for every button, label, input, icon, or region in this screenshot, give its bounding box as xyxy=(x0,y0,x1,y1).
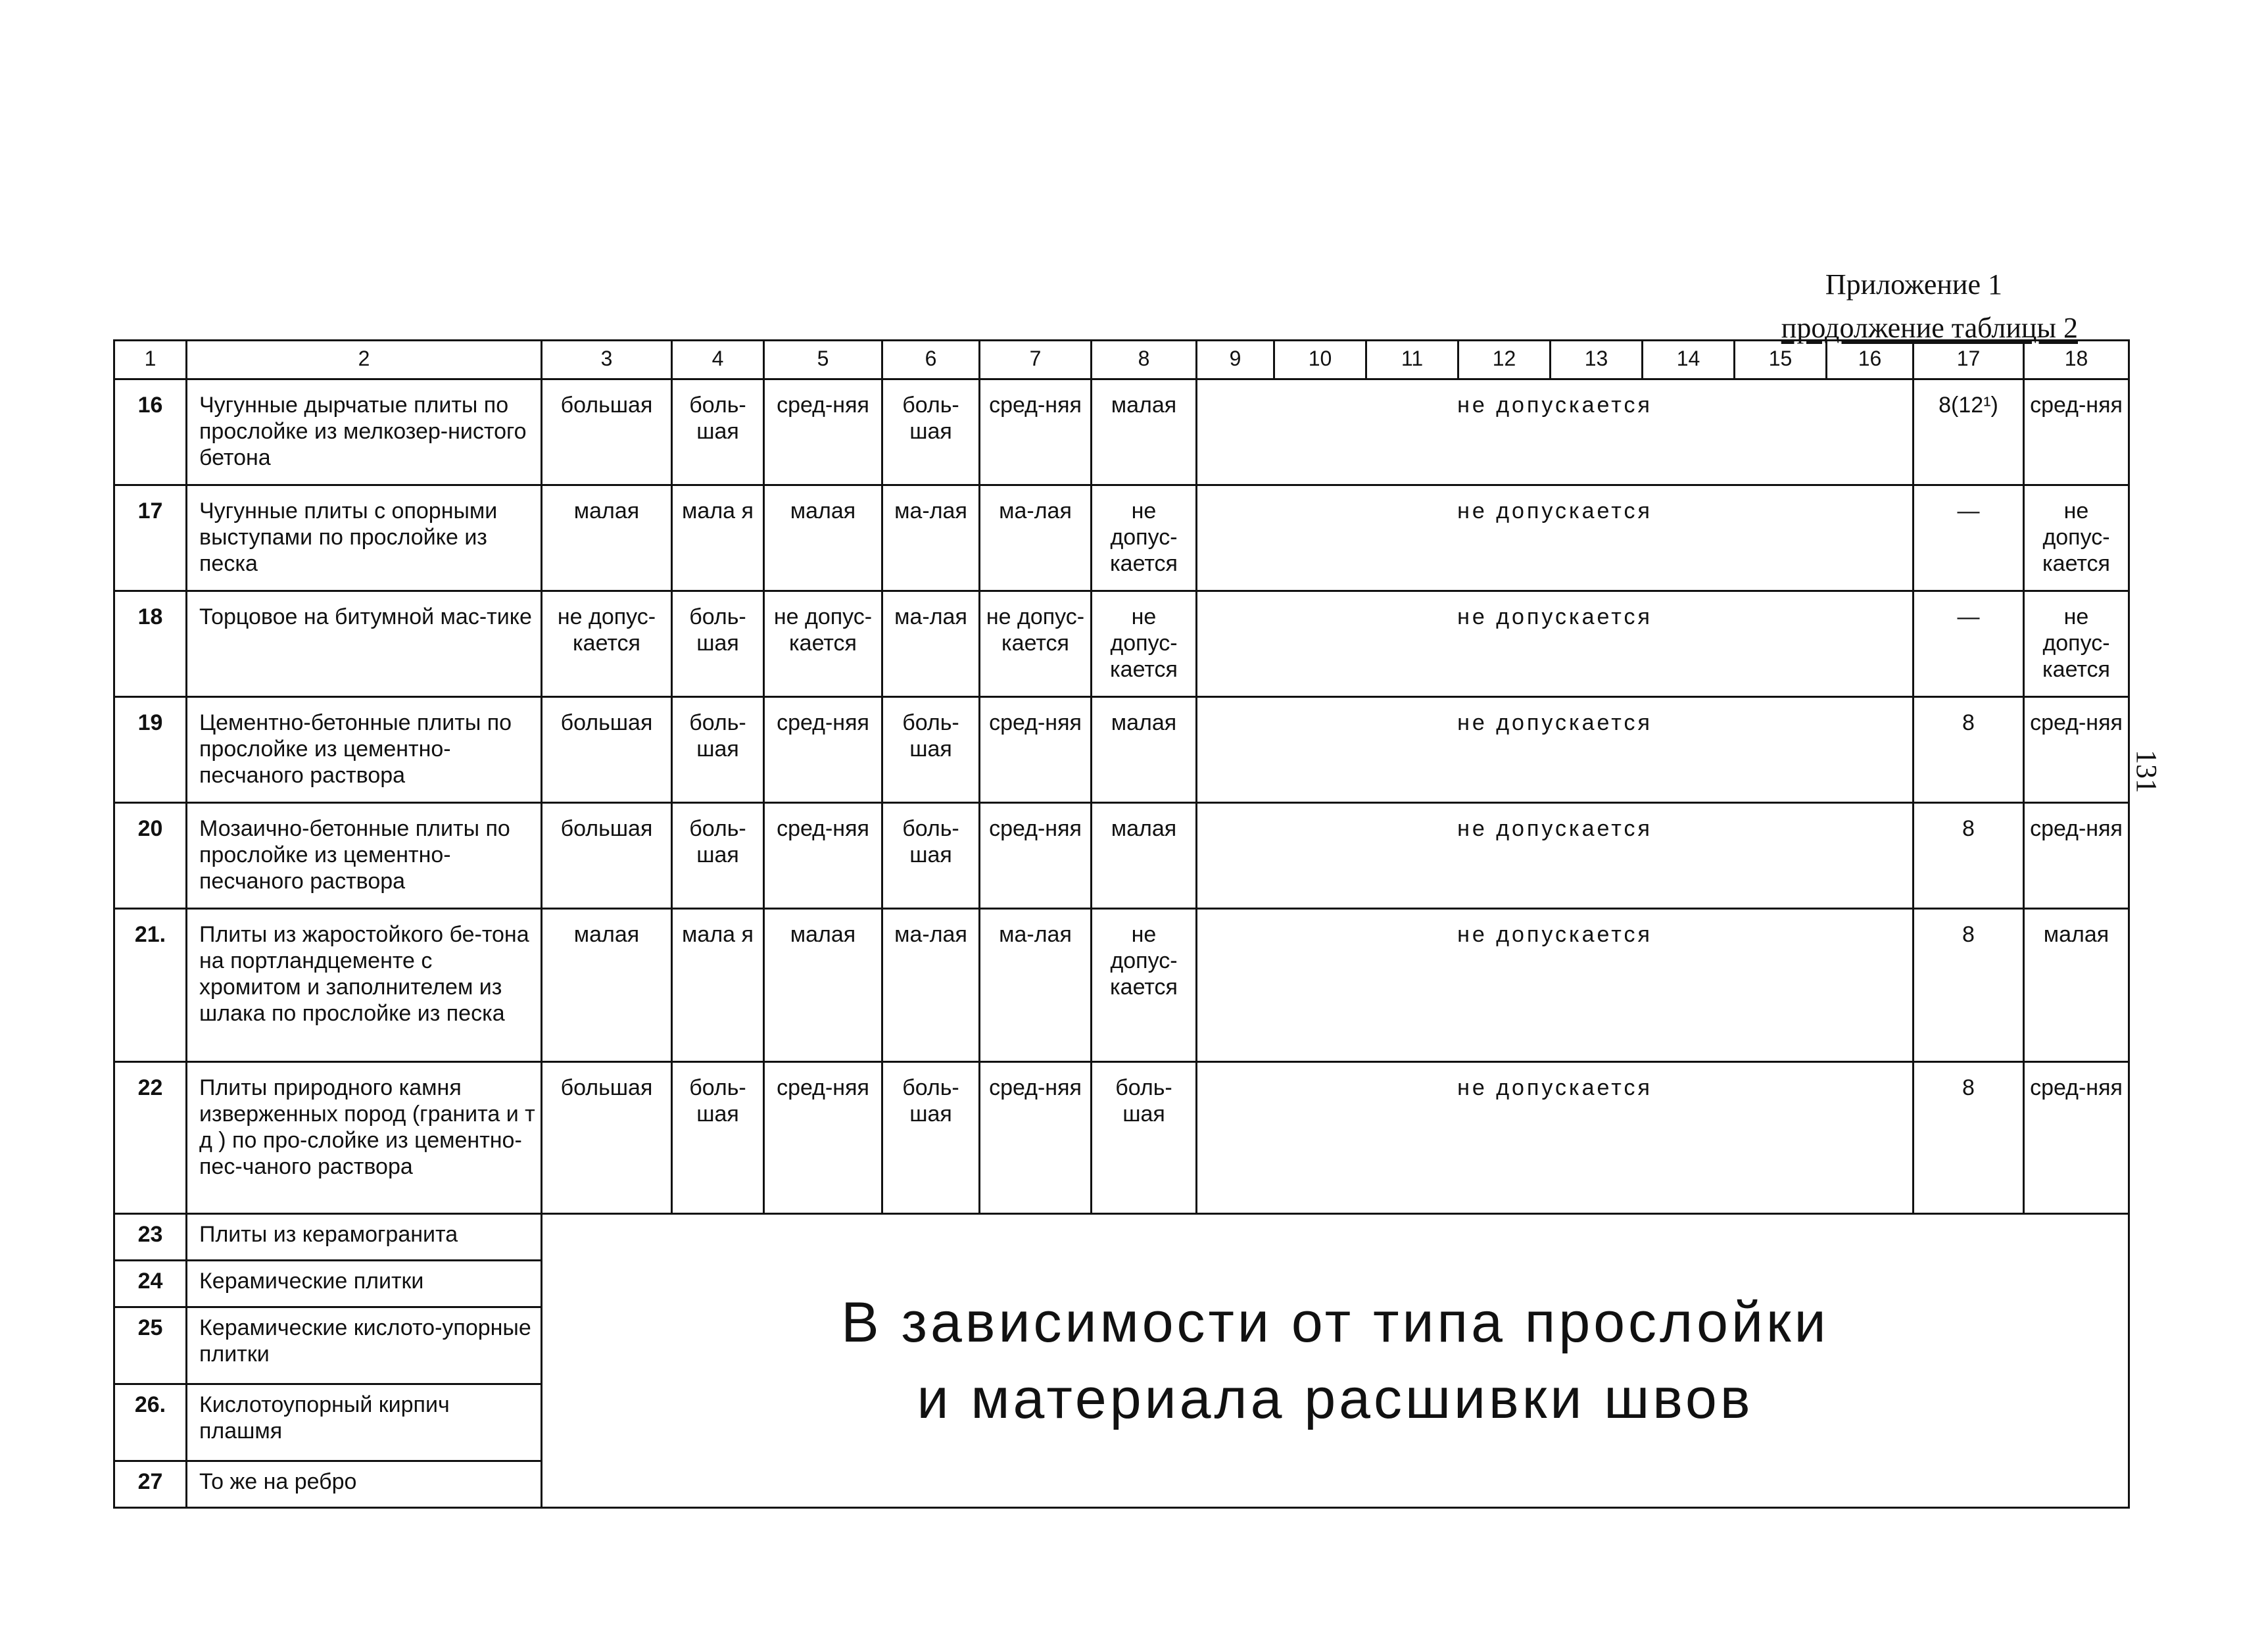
coating-name: Мозаично-бетонные плиты по прослойке из цементно-песчаного раствора xyxy=(187,803,542,909)
cell-col4: боль-шая xyxy=(672,379,764,485)
table-row xyxy=(114,1214,2129,1261)
cell-col9-16: не допускается xyxy=(1197,1062,1914,1214)
cell-col8: не допус-кается xyxy=(1092,591,1197,697)
cell-col8: не допус-кается xyxy=(1092,485,1197,591)
cell-col5: малая xyxy=(764,909,882,1062)
row-number: 18 xyxy=(114,591,187,697)
cell-col3: большая xyxy=(542,803,672,909)
col-number-7: 7 xyxy=(980,341,1092,379)
appendix-caption xyxy=(1710,263,2078,350)
table-row xyxy=(114,1062,2129,1214)
cell-col4: боль-шая xyxy=(672,697,764,803)
coating-name: Керамические плитки xyxy=(187,1261,542,1307)
table-row xyxy=(114,909,2129,1062)
row-number: 17 xyxy=(114,485,187,591)
coating-name: Торцовое на битумной мас-тике xyxy=(187,591,542,697)
col-number-16: 16 xyxy=(1827,341,1914,379)
row-number: 21. xyxy=(114,909,187,1062)
cell-col9-16: не допускается xyxy=(1197,485,1914,591)
row-number: 20 xyxy=(114,803,187,909)
cell-col17: 8 xyxy=(1914,803,2024,909)
cell-col7: сред-няя xyxy=(980,379,1092,485)
cell-col9-16: не допускается xyxy=(1197,909,1914,1062)
cell-col17: 8(12¹) xyxy=(1914,379,2024,485)
col-number-12: 12 xyxy=(1458,341,1551,379)
cell-col7: ма-лая xyxy=(980,485,1092,591)
col-number-17: 17 xyxy=(1914,341,2024,379)
page-number: 131 xyxy=(2131,750,2163,793)
merged-note xyxy=(542,1214,2129,1508)
row-number: 23 xyxy=(114,1214,187,1261)
coating-name: Плиты из керамогранита xyxy=(187,1214,542,1261)
cell-col5: сред-няя xyxy=(764,697,882,803)
col-number-14: 14 xyxy=(1643,341,1735,379)
cell-col9-16: не допускается xyxy=(1197,803,1914,909)
cell-col5: сред-няя xyxy=(764,379,882,485)
cell-col5: малая xyxy=(764,485,882,591)
appendix-title: Приложение 1 xyxy=(1825,268,2002,301)
cell-col18: малая xyxy=(2024,909,2129,1062)
table-continuation-label: продолжение таблицы 2 xyxy=(1781,312,2078,344)
cell-col9-16: не допускается xyxy=(1197,697,1914,803)
cell-col18: сред-няя xyxy=(2024,697,2129,803)
coating-name: Кислотоупорный кирпич плашмя xyxy=(187,1384,542,1461)
row-number: 25 xyxy=(114,1307,187,1384)
cell-col3: большая xyxy=(542,1062,672,1214)
cell-col6: ма-лая xyxy=(882,485,980,591)
coating-name: Плиты из жаростойкого бе-тона на портландцементе с хромитом и заполнителем из шлака по прослойке из песка xyxy=(187,909,542,1062)
cell-col6: ма-лая xyxy=(882,909,980,1062)
col-number-10: 10 xyxy=(1274,341,1366,379)
col-number-6: 6 xyxy=(882,341,980,379)
cell-col4: мала я xyxy=(672,485,764,591)
cell-col4: боль-шая xyxy=(672,1062,764,1214)
col-number-11: 11 xyxy=(1366,341,1458,379)
cell-col18: сред-няя xyxy=(2024,1062,2129,1214)
col-number-8: 8 xyxy=(1092,341,1197,379)
col-number-18: 18 xyxy=(2024,341,2129,379)
cell-col17: 8 xyxy=(1914,909,2024,1062)
cell-col18: сред-няя xyxy=(2024,803,2129,909)
cell-col8: малая xyxy=(1092,803,1197,909)
col-number-1: 1 xyxy=(114,341,187,379)
cell-col3: большая xyxy=(542,697,672,803)
cell-col7: не допус-кается xyxy=(980,591,1092,697)
cell-col18: не допус-кается xyxy=(2024,591,2129,697)
row-number: 19 xyxy=(114,697,187,803)
cell-col3: большая xyxy=(542,379,672,485)
coating-name: Чугунные дырчатые плиты по прослойке из мелкозер-нистого бетона xyxy=(187,379,542,485)
cell-col17: 8 xyxy=(1914,697,2024,803)
cell-col6: боль-шая xyxy=(882,697,980,803)
floor-coverings-table xyxy=(113,339,2130,1509)
row-number: 22 xyxy=(114,1062,187,1214)
table-row xyxy=(114,803,2129,909)
cell-col18: сред-няя xyxy=(2024,379,2129,485)
table-row xyxy=(114,485,2129,591)
cell-col8: не допус-кается xyxy=(1092,909,1197,1062)
cell-col8: боль-шая xyxy=(1092,1062,1197,1214)
cell-col7: сред-няя xyxy=(980,1062,1092,1214)
cell-col6: боль-шая xyxy=(882,803,980,909)
col-number-15: 15 xyxy=(1735,341,1827,379)
cell-col7: сред-няя xyxy=(980,697,1092,803)
coating-name: Чугунные плиты с опорными выступами по прослойке из песка xyxy=(187,485,542,591)
col-number-9: 9 xyxy=(1197,341,1274,379)
cell-col3: малая xyxy=(542,909,672,1062)
cell-col7: ма-лая xyxy=(980,909,1092,1062)
cell-col9-16: не допускается xyxy=(1197,591,1914,697)
cell-col5: не допус-кается xyxy=(764,591,882,697)
cell-col17: — xyxy=(1914,485,2024,591)
table-row xyxy=(114,379,2129,485)
row-number: 27 xyxy=(114,1461,187,1508)
cell-col6: боль-шая xyxy=(882,1062,980,1214)
cell-col3: малая xyxy=(542,485,672,591)
col-number-3: 3 xyxy=(542,341,672,379)
cell-col5: сред-няя xyxy=(764,1062,882,1214)
column-number-row xyxy=(114,341,2129,379)
coating-name: То же на ребро xyxy=(187,1461,542,1508)
col-number-2: 2 xyxy=(187,341,542,379)
table-row xyxy=(114,591,2129,697)
col-number-5: 5 xyxy=(764,341,882,379)
table-row xyxy=(114,697,2129,803)
cell-col9-16: не допускается xyxy=(1197,379,1914,485)
cell-col17: — xyxy=(1914,591,2024,697)
row-number: 26. xyxy=(114,1384,187,1461)
merged-note-line2: и материала расшивки швов xyxy=(917,1367,1754,1430)
row-number: 16 xyxy=(114,379,187,485)
cell-col4: боль-шая xyxy=(672,591,764,697)
cell-col17: 8 xyxy=(1914,1062,2024,1214)
cell-col3: не допус-кается xyxy=(542,591,672,697)
cell-col8: малая xyxy=(1092,697,1197,803)
cell-col7: сред-няя xyxy=(980,803,1092,909)
coating-name: Цементно-бетонные плиты по прослойке из цементно-песчаного раствора xyxy=(187,697,542,803)
cell-col6: ма-лая xyxy=(882,591,980,697)
cell-col6: боль-шая xyxy=(882,379,980,485)
coating-name: Плиты природного камня изверженных пород (гранита и т д ) по про-слойке из цементно-пес-чаного раствора xyxy=(187,1062,542,1214)
cell-col18: не допус-кается xyxy=(2024,485,2129,591)
cell-col5: сред-няя xyxy=(764,803,882,909)
cell-col8: малая xyxy=(1092,379,1197,485)
col-number-13: 13 xyxy=(1551,341,1643,379)
col-number-4: 4 xyxy=(672,341,764,379)
cell-col4: мала я xyxy=(672,909,764,1062)
coating-name: Керамические кислото-упорные плитки xyxy=(187,1307,542,1384)
row-number: 24 xyxy=(114,1261,187,1307)
cell-col4: боль-шая xyxy=(672,803,764,909)
merged-note-line1: В зависимости от типа прослойки xyxy=(841,1291,1829,1354)
